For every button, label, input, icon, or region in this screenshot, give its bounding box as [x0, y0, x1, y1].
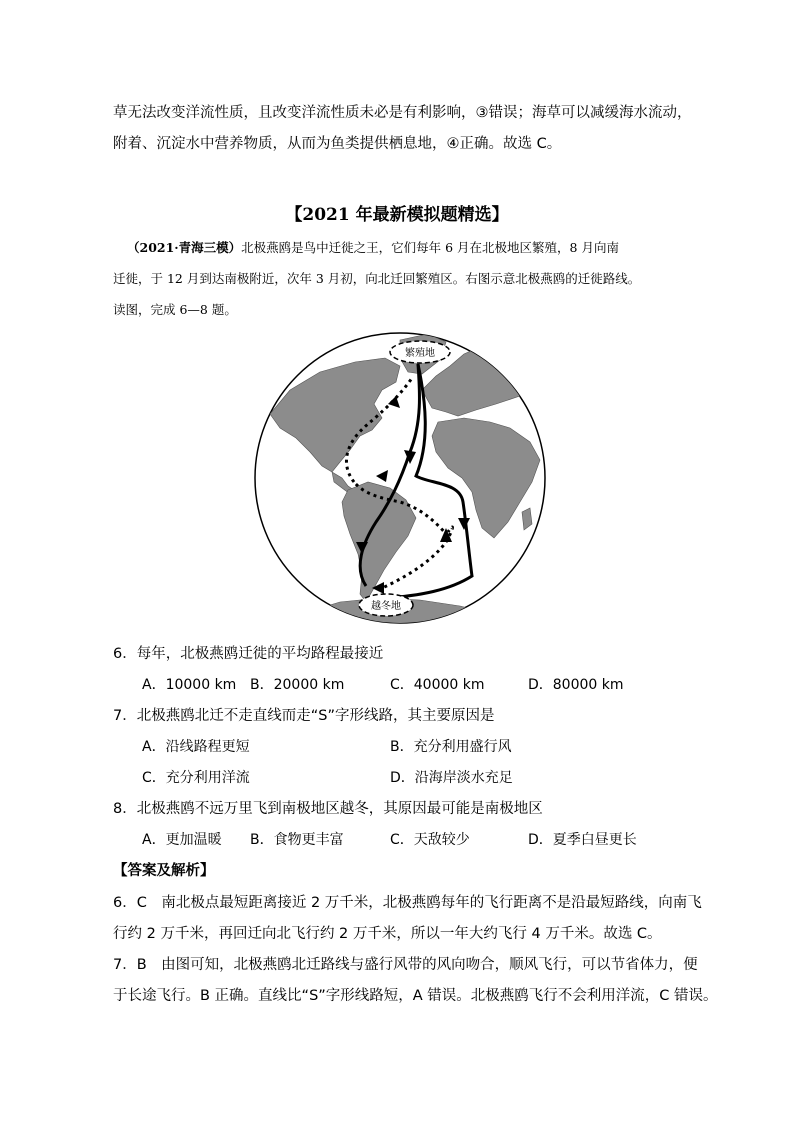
question-7-option-c: C．充分利用洋流 [142, 770, 250, 786]
answer-7-line-1: 7．B 由图可知，北极燕鸥北迁路线与盛行风带的风向吻合，顺风飞行，可以节省体力，便 [113, 957, 698, 973]
answer-7-line-2: 于长途飞行。B 正确。直线比“S”字形线路短，A 错误。北极燕鸥飞行不会利用洋流，C 错误。 [113, 988, 718, 1004]
intro-line-2: 迁徙，于 12 月到达南极附近，次年 3 月初，向北迁回繁殖区。右图示意北极燕鸥的迁徙路线。 [113, 271, 641, 286]
question-8-option-c: C．天敌较少 [390, 832, 470, 848]
intro-line-1 [127, 238, 619, 258]
question-7-stem: 7．北极燕鸥北迁不走直线而走“S”字形线路，其主要原因是 [113, 708, 495, 724]
prev-explanation-line-2: 附着、沉淀水中营养物质，从而为鱼类提供栖息地，④正确。故选 C。 [113, 136, 562, 152]
question-6-option-b: B．20000 km [250, 677, 345, 693]
intro-line-1-text: 北极燕鸥是鸟中迁徙之王，它们每年 6 月在北极地区繁殖，8 月向南 [241, 240, 619, 255]
intro-source: （2021·青海三模） [127, 240, 242, 255]
answer-6-line-2: 行约 2 万千米，再回迁向北飞行约 2 万千米，所以一年大约飞行 4 万千米。故选 C。 [113, 926, 662, 942]
question-7-option-b: B．充分利用盛行风 [390, 739, 512, 755]
wintering-area-label: 越冬地 [371, 601, 401, 612]
answers-heading: 【答案及解析】 [113, 863, 215, 879]
question-8-option-a: A．更加温暖 [142, 832, 222, 848]
question-8-stem: 8．北极燕鸥不远万里飞到南极地区越冬，其原因最可能是南极地区 [113, 801, 543, 817]
question-8-option-b: B．食物更丰富 [250, 832, 344, 848]
breeding-area-label: 繁殖地 [405, 348, 435, 359]
question-6-option-d: D．80000 km [528, 677, 624, 693]
question-6-option-a: A．10000 km [142, 677, 237, 693]
question-6-stem: 6．每年，北极燕鸥迁徙的平均路程最接近 [113, 646, 384, 662]
section-title: 【2021 年最新模拟题精选】 [285, 205, 509, 225]
question-7-option-d: D．沿海岸淡水充足 [390, 770, 513, 786]
question-6-option-c: C．40000 km [390, 677, 485, 693]
answer-6-line-1: 6．C 南北极点最短距离接近 2 万千米，北极燕鸥每年的飞行距离不是沿最短路线，向南飞 [113, 895, 702, 911]
intro-line-3: 读图，完成 6—8 题。 [113, 302, 237, 317]
question-7-option-a: A．沿线路程更短 [142, 739, 250, 755]
question-8-option-d: D．夏季白昼更长 [528, 832, 637, 848]
prev-explanation-line-1: 草无法改变洋流性质，且改变洋流性质未必是有利影响，③错误；海草可以减缓海水流动， [113, 105, 692, 121]
migration-map [250, 332, 550, 624]
